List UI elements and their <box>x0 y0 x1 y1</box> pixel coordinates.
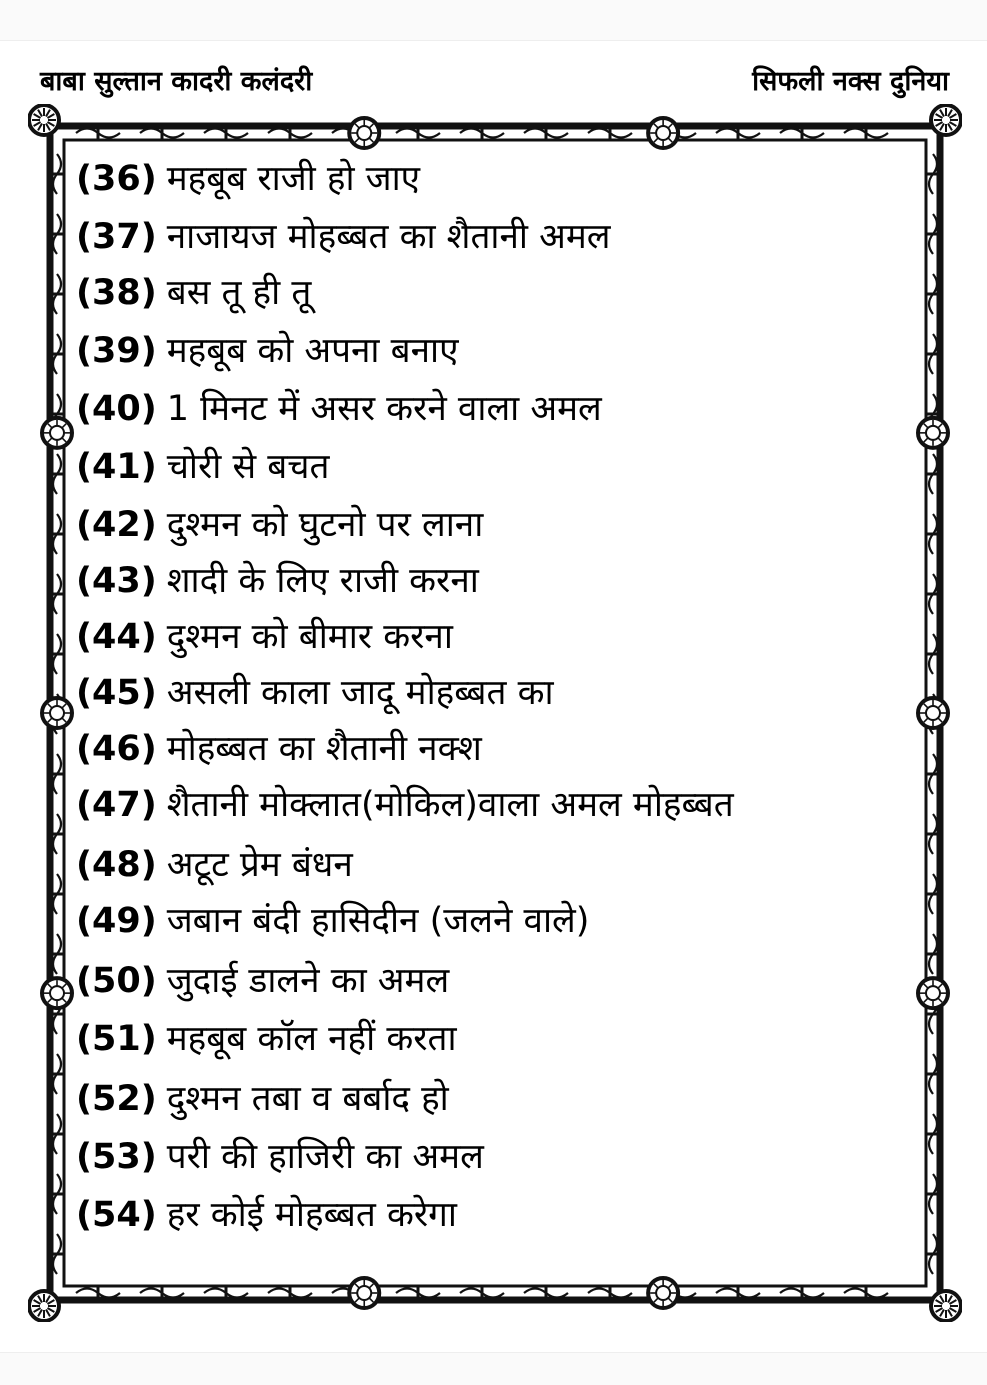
item-title: असली काला जादू मोहब्बत का <box>166 673 554 713</box>
item-title: महबूब को अपना बनाए <box>166 331 459 371</box>
list-item <box>76 212 611 262</box>
item-number: (54) <box>76 1195 157 1235</box>
item-number: (50) <box>76 961 157 1001</box>
item-title: अटूट प्रेम बंधन <box>166 845 353 885</box>
list-item <box>76 896 589 946</box>
item-number: (38) <box>76 273 157 313</box>
list-item <box>76 724 482 774</box>
item-number: (37) <box>76 217 157 257</box>
list-item <box>76 500 483 550</box>
item-number: (48) <box>76 845 157 885</box>
item-number: (47) <box>76 785 157 825</box>
header-right-title: सिफली नक्स दुनिया <box>752 66 949 97</box>
list-item <box>76 556 479 606</box>
item-title: दुश्मन तबा व बर्बाद हो <box>166 1079 449 1119</box>
list-item <box>76 1190 457 1240</box>
list-item <box>76 956 449 1006</box>
item-title: दुश्मन को घुटनो पर लाना <box>166 505 484 545</box>
item-number: (53) <box>76 1137 157 1177</box>
item-number: (36) <box>76 159 157 199</box>
item-number: (44) <box>76 617 157 657</box>
item-number: (52) <box>76 1079 157 1119</box>
item-title: मोहब्बत का शैतानी नक्श <box>166 729 482 769</box>
list-item <box>76 326 458 376</box>
item-title: 1 मिनट में असर करने वाला अमल <box>166 389 602 429</box>
item-title: जुदाई डालने का अमल <box>166 961 450 1001</box>
item-number: (51) <box>76 1019 157 1059</box>
item-number: (46) <box>76 729 157 769</box>
list-item <box>76 1014 457 1064</box>
item-number: (39) <box>76 331 157 371</box>
list-item <box>76 154 420 204</box>
item-number: (41) <box>76 447 157 487</box>
list-item <box>76 1074 449 1124</box>
item-number: (45) <box>76 673 157 713</box>
item-title: चोरी से बचत <box>166 447 330 487</box>
list-item <box>76 780 734 830</box>
item-title: महबूब राजी हो जाए <box>166 159 421 199</box>
item-title: शादी के लिए राजी करना <box>166 561 479 601</box>
item-number: (42) <box>76 505 157 545</box>
list-item <box>76 442 329 492</box>
list-item <box>76 268 311 318</box>
item-number: (49) <box>76 901 157 941</box>
item-title: नाजायज मोहब्बत का शैतानी अमल <box>166 217 611 257</box>
list-item <box>76 384 602 434</box>
item-title: शैतानी मोक्लात(मोकिल)वाला अमल मोहब्बत <box>166 785 734 825</box>
item-title: हर कोई मोहब्बत करेगा <box>166 1195 457 1235</box>
item-title: दुश्मन को बीमार करना <box>166 617 453 657</box>
item-number: (43) <box>76 561 157 601</box>
list-item <box>76 612 453 662</box>
item-title: बस तू ही तू <box>166 273 312 313</box>
header-left-title: बाबा सुल्तान कादरी कलंदरी <box>40 66 313 97</box>
item-title: परी की हाजिरी का अमल <box>166 1137 484 1177</box>
item-number: (40) <box>76 389 157 429</box>
item-title: महबूब कॉल नहीं करता <box>166 1019 457 1059</box>
page-top-strip <box>0 0 987 41</box>
page-bottom-strip <box>0 1352 987 1385</box>
list-item <box>76 1132 484 1182</box>
item-title: जबान बंदी हासिदीन (जलने वाले) <box>166 901 590 941</box>
list-item <box>76 668 554 718</box>
list-item <box>76 840 353 890</box>
